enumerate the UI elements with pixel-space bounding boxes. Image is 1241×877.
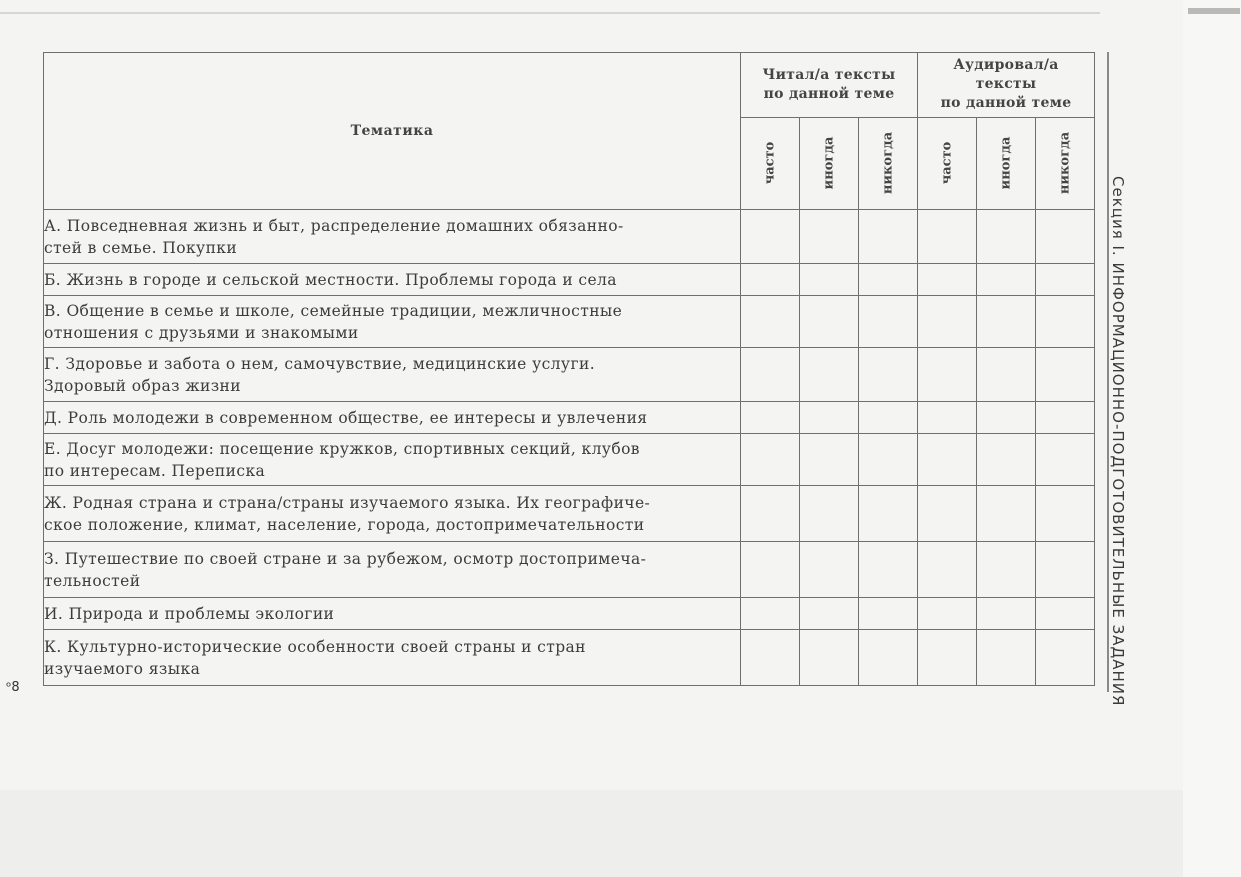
table-row: [44, 486, 1095, 542]
table-row: [44, 210, 1095, 264]
topic-line: В. Общение в семье и школе, семейные традиции, межличностные: [44, 301, 623, 320]
reading-often-header: [741, 117, 800, 209]
checkbox-cell[interactable]: [1036, 598, 1095, 630]
checkbox-cell[interactable]: [859, 210, 918, 264]
checkbox-cell[interactable]: [800, 264, 859, 296]
listening-group-line: по данной теме: [940, 95, 1072, 112]
checkbox-cell[interactable]: [977, 486, 1036, 542]
topic-line: И. Природа и проблемы экологии: [44, 604, 335, 623]
page-mark: ᵒ8: [6, 680, 20, 695]
checkbox-cell[interactable]: [918, 402, 977, 434]
checkbox-cell[interactable]: [741, 264, 800, 296]
topic-line: З. Путешествие по своей стране и за рубежом, осмотр достопримеча-: [44, 549, 647, 568]
checkbox-cell[interactable]: [859, 402, 918, 434]
page-edge: [1188, 8, 1240, 14]
topic-line: стей в семье. Покупки: [44, 238, 238, 257]
topic-cell: [44, 210, 741, 264]
checkbox-cell[interactable]: [1036, 264, 1095, 296]
table-row: [44, 630, 1095, 686]
checkbox-cell[interactable]: [741, 598, 800, 630]
topic-cell: [44, 598, 741, 630]
reading-sometimes-header: [800, 117, 859, 209]
checkbox-cell[interactable]: [918, 630, 977, 686]
topic-cell: [44, 402, 741, 434]
checkbox-cell[interactable]: [741, 542, 800, 598]
listening-never-header: [1036, 117, 1095, 209]
topic-line: Г. Здоровье и забота о нем, самочувствие, медицинские услуги.: [44, 354, 596, 373]
checkbox-cell[interactable]: [1036, 434, 1095, 486]
checkbox-cell[interactable]: [977, 210, 1036, 264]
topic-line: тельностей: [44, 571, 141, 590]
checkbox-cell[interactable]: [859, 486, 918, 542]
topic-line: изучаемого языка: [44, 659, 201, 678]
table-row: [44, 434, 1095, 486]
table-row: [44, 264, 1095, 296]
checkbox-cell[interactable]: [741, 402, 800, 434]
checkbox-cell[interactable]: [1036, 542, 1095, 598]
checkbox-cell[interactable]: [859, 598, 918, 630]
topic-cell: [44, 630, 741, 686]
reading-never-header: [859, 117, 918, 209]
topic-cell: [44, 264, 741, 296]
checkbox-cell[interactable]: [977, 434, 1036, 486]
frequency-label: часто: [762, 142, 778, 185]
topic-header: Тематика: [44, 53, 741, 210]
checkbox-cell[interactable]: [1036, 486, 1095, 542]
topic-line: Д. Роль молодежи в современном обществе, ее интересы и увлечения: [44, 408, 648, 427]
checkbox-cell[interactable]: [1036, 630, 1095, 686]
checkbox-cell[interactable]: [800, 542, 859, 598]
checkbox-cell[interactable]: [918, 296, 977, 348]
topic-cell: [44, 542, 741, 598]
listening-sometimes-header: [977, 117, 1036, 209]
checkbox-cell[interactable]: [859, 542, 918, 598]
checkbox-cell[interactable]: [859, 348, 918, 402]
topic-line: по интересам. Переписка: [44, 461, 266, 480]
topic-line: Б. Жизнь в городе и сельской местности. Проблемы города и села: [44, 270, 617, 289]
page-margin: [1183, 0, 1241, 877]
checkbox-cell[interactable]: [800, 210, 859, 264]
table-row: [44, 598, 1095, 630]
table-row: [44, 348, 1095, 402]
checkbox-cell[interactable]: [918, 264, 977, 296]
listening-group-header: [918, 53, 1095, 118]
topics-table: [43, 52, 1095, 686]
checkbox-cell[interactable]: [1036, 402, 1095, 434]
topic-line: К. Культурно-исторические особенности своей страны и стран: [44, 637, 586, 656]
checkbox-cell[interactable]: [741, 434, 800, 486]
checkbox-cell[interactable]: [977, 542, 1036, 598]
frequency-label: часто: [939, 142, 955, 185]
checkbox-cell[interactable]: [977, 402, 1036, 434]
checkbox-cell[interactable]: [859, 630, 918, 686]
frequency-label: иногда: [821, 136, 837, 190]
checkbox-cell[interactable]: [800, 402, 859, 434]
checkbox-cell[interactable]: [918, 434, 977, 486]
checkbox-cell[interactable]: [859, 296, 918, 348]
topic-cell: [44, 434, 741, 486]
checkbox-cell[interactable]: [741, 296, 800, 348]
checkbox-cell[interactable]: [918, 542, 977, 598]
checkbox-cell[interactable]: [977, 598, 1036, 630]
checkbox-cell[interactable]: [800, 486, 859, 542]
topic-cell: [44, 348, 741, 402]
checkbox-cell[interactable]: [977, 296, 1036, 348]
listening-group-line: Аудировал/а: [953, 57, 1059, 74]
table-row: [44, 542, 1095, 598]
checkbox-cell[interactable]: [741, 630, 800, 686]
topic-cell: [44, 296, 741, 348]
topic-line: Ж. Родная страна и страна/страны изучаемого языка. Их географиче-: [44, 493, 651, 512]
checkbox-cell[interactable]: [977, 348, 1036, 402]
checkbox-cell[interactable]: [1036, 348, 1095, 402]
section-sidebar-title: Секция I. ИНФОРМАЦИОННО-ПОДГОТОВИТЕЛЬНЫЕ ЗАДАНИЯ: [1109, 176, 1127, 707]
checkbox-cell[interactable]: [1036, 296, 1095, 348]
checkbox-cell[interactable]: [859, 434, 918, 486]
checkbox-cell[interactable]: [918, 210, 977, 264]
checkbox-cell[interactable]: [977, 630, 1036, 686]
checkbox-cell[interactable]: [977, 264, 1036, 296]
checkbox-cell[interactable]: [800, 296, 859, 348]
checkbox-cell[interactable]: [859, 264, 918, 296]
table-row: [44, 402, 1095, 434]
checkbox-cell[interactable]: [918, 486, 977, 542]
checkbox-cell[interactable]: [918, 598, 977, 630]
topic-line: отношения с друзьями и знакомыми: [44, 323, 359, 342]
checkbox-cell[interactable]: [741, 210, 800, 264]
listening-often-header: [918, 117, 977, 209]
topics-body: [44, 210, 1095, 686]
checkbox-cell[interactable]: [800, 348, 859, 402]
topic-line: Здоровый образ жизни: [44, 376, 242, 395]
checkbox-cell[interactable]: [800, 630, 859, 686]
checkbox-cell[interactable]: [800, 434, 859, 486]
header-row: [44, 53, 1095, 118]
reading-group-line: по данной теме: [763, 85, 895, 102]
frequency-label: иногда: [998, 136, 1014, 190]
topic-cell: [44, 486, 741, 542]
table-row: [44, 296, 1095, 348]
frequency-label: никогда: [1057, 132, 1073, 195]
listening-group-line: тексты: [975, 76, 1037, 93]
topic-line: А. Повседневная жизнь и быт, распределение домашних обязанно-: [44, 216, 624, 235]
reading-group-line: Читал/а тексты: [762, 66, 896, 83]
reading-group-header: [741, 53, 918, 118]
checkbox-cell[interactable]: [918, 348, 977, 402]
checkbox-cell[interactable]: [741, 348, 800, 402]
checkbox-cell[interactable]: [1036, 210, 1095, 264]
topic-line: Е. Досуг молодежи: посещение кружков, спортивных секций, клубов: [44, 439, 640, 458]
topic-line: ское положение, климат, население, города, достопримечательности: [44, 515, 645, 534]
checkbox-cell[interactable]: [800, 598, 859, 630]
top-rule: [0, 12, 1100, 14]
frequency-label: никогда: [880, 132, 896, 195]
checkbox-cell[interactable]: [741, 486, 800, 542]
